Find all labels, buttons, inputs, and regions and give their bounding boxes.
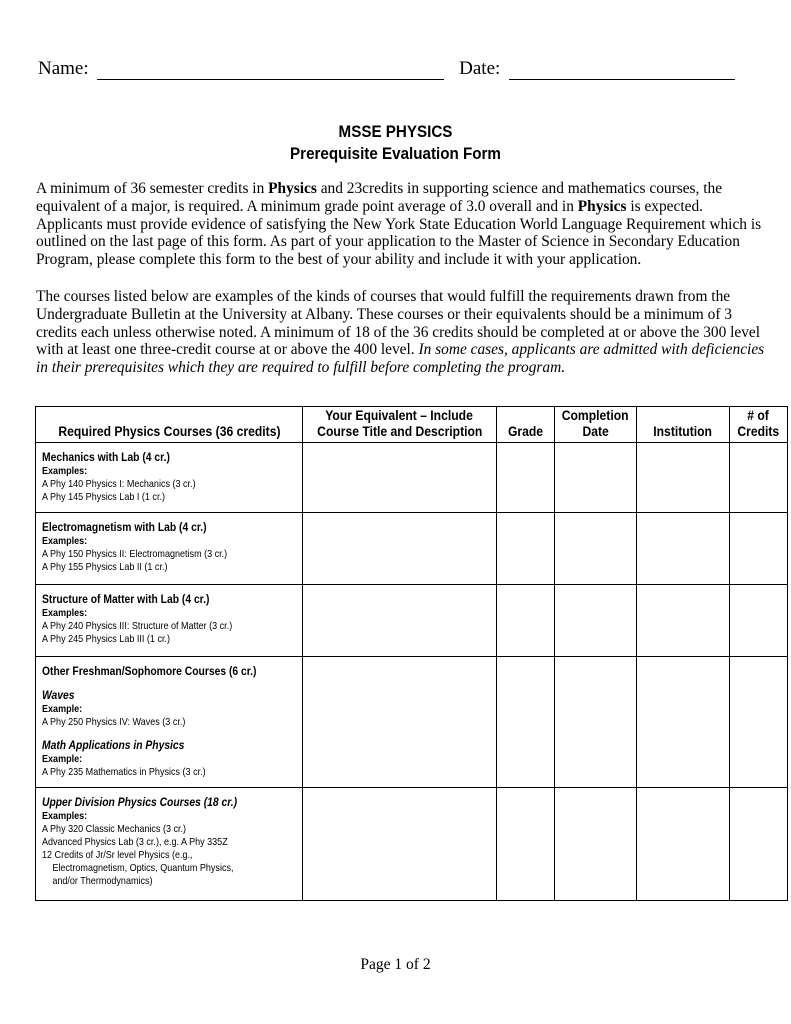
intro-bold-physics: Physics (268, 180, 317, 197)
course-cell (36, 513, 303, 585)
example-line: A Phy 235 Mathematics in Physics (3 cr.) (42, 766, 206, 778)
course-cell (36, 657, 303, 788)
example-line: A Phy 155 Physics Lab II (1 cr.) (42, 561, 168, 573)
credits-input-cell[interactable] (730, 443, 788, 513)
intro-text: The courses listed below are examples of the kinds of courses that would fulfill the requirements drawn from the Undergraduate Bulletin at the University at Albany. These courses or their equivalents should be a minimum of 3 credits each unless otherwise noted. A minimum of 18 of the 36 credits should be completed at or above the 300 level with at least one three-credit course at or above the 400 level. (36, 288, 761, 359)
credits-input-cell[interactable] (730, 585, 788, 657)
institution-input-cell[interactable] (637, 513, 730, 585)
completion-date-input-cell[interactable] (555, 513, 637, 585)
subheading-waves: Waves (42, 688, 75, 702)
intro-paragraph-1 (36, 180, 766, 269)
table-row (36, 443, 788, 513)
intro-text: and 23credits in supporting science and mathematics courses, the equivalent of a major, is required. A minimum grade point average of 3.0 overall and in (36, 180, 723, 215)
intro-italic-note: In some cases, applicants are admitted with deficiencies in their prerequisites which they are required to fulfill before completing the program. (36, 341, 765, 377)
name-label: Name: (38, 58, 89, 79)
page-number: Page 1 of 2 (360, 956, 431, 973)
examples-label: Example: (42, 753, 83, 765)
grade-input-cell[interactable] (497, 788, 555, 901)
subheading-math: Math Applications in Physics (42, 738, 185, 752)
table-row (36, 788, 788, 901)
example-line: A Phy 140 Physics I: Mechanics (3 cr.) (42, 478, 196, 490)
intro-text: A minimum of 36 semester credits in (36, 180, 269, 197)
institution-input-cell[interactable] (637, 788, 730, 901)
date-label: Date: (459, 58, 501, 79)
equivalent-input-cell[interactable] (303, 788, 497, 901)
name-date-line (38, 58, 735, 80)
completion-date-input-cell[interactable] (555, 657, 637, 788)
intro-bold-physics: Physics (577, 197, 627, 215)
col-header-courses: Required Physics Courses (36 credits) (36, 407, 303, 443)
example-line: A Phy 240 Physics III: Structure of Matter (3 cr.) (42, 620, 233, 632)
institution-input-cell[interactable] (637, 443, 730, 513)
row-heading: Other Freshman/Sophomore Courses (6 cr.) (42, 664, 257, 678)
examples-label: Example: (42, 703, 83, 715)
col-header-grade: Grade (497, 407, 555, 443)
table-row (36, 657, 788, 788)
examples-label: Examples: (42, 535, 88, 547)
course-cell (36, 585, 303, 657)
row-heading: Structure of Matter with Lab (4 cr.) (42, 592, 210, 606)
example-line: A Phy 245 Physics Lab III (1 cr.) (42, 633, 170, 645)
prerequisite-table (35, 406, 788, 901)
completion-date-input-cell[interactable] (555, 788, 637, 901)
equivalent-input-cell[interactable] (303, 585, 497, 657)
equivalent-input-cell[interactable] (303, 657, 497, 788)
credits-input-cell[interactable] (730, 657, 788, 788)
institution-input-cell[interactable] (637, 657, 730, 788)
credits-input-cell[interactable] (730, 513, 788, 585)
course-cell (36, 443, 303, 513)
example-line: A Phy 250 Physics IV: Waves (3 cr.) (42, 716, 186, 728)
row-heading: Electromagnetism with Lab (4 cr.) (42, 520, 207, 534)
grade-input-cell[interactable] (497, 585, 555, 657)
example-line: A Phy 150 Physics II: Electromagnetism (3 cr.) (42, 548, 228, 560)
name-field[interactable] (97, 59, 444, 80)
table-row (36, 513, 788, 585)
examples-label: Examples: (42, 607, 88, 619)
col-header-completion: Completion Date (555, 407, 637, 443)
page-subtitle: Prerequisite Evaluation Form (290, 145, 501, 163)
completion-date-input-cell[interactable] (555, 443, 637, 513)
example-line: 12 Credits of Jr/Sr level Physics (e.g., (42, 849, 193, 861)
examples-label: Examples: (42, 810, 88, 822)
col-header-equivalent: Your Equivalent – Include Course Title and Description (303, 407, 497, 443)
example-line: Advanced Physics Lab (3 cr.), e.g. A Phy 335Z (42, 836, 228, 848)
table-row (36, 585, 788, 657)
examples-label: Examples: (42, 465, 88, 477)
equivalent-input-cell[interactable] (303, 513, 497, 585)
page-title: MSSE PHYSICS (338, 123, 453, 141)
col-header-institution: Institution (637, 407, 730, 443)
intro-paragraph-2 (36, 288, 766, 377)
row-heading: Upper Division Physics Courses (18 cr.) (42, 795, 238, 809)
example-line: Electromagnetism, Optics, Quantum Physics, (52, 862, 234, 874)
example-line: A Phy 145 Physics Lab I (1 cr.) (42, 491, 165, 503)
course-cell (36, 788, 303, 901)
credits-input-cell[interactable] (730, 788, 788, 901)
example-line: A Phy 320 Classic Mechanics (3 cr.) (42, 823, 187, 835)
grade-input-cell[interactable] (497, 657, 555, 788)
table-header-row (36, 407, 788, 443)
grade-input-cell[interactable] (497, 443, 555, 513)
institution-input-cell[interactable] (637, 585, 730, 657)
equivalent-input-cell[interactable] (303, 443, 497, 513)
completion-date-input-cell[interactable] (555, 585, 637, 657)
grade-input-cell[interactable] (497, 513, 555, 585)
example-line: and/or Thermodynamics) (52, 875, 153, 887)
col-header-credits: # of Credits (730, 407, 788, 443)
date-field[interactable] (509, 59, 735, 80)
intro-text: is expected. Applicants must provide evidence of satisfying the New York State Education World Language Requirement which is outlined on the last page of this form. As part of your application to the Master of Science in Secondary Education Program, please complete this form to the best of your ability and include it with your application. (36, 197, 762, 269)
row-heading: Mechanics with Lab (4 cr.) (42, 450, 170, 464)
